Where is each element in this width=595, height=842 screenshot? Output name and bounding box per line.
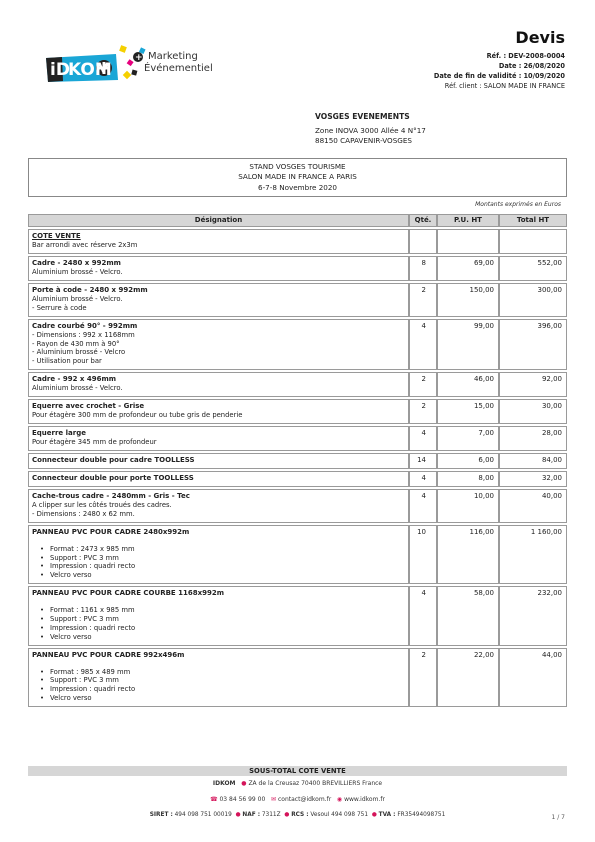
ref-value: DEV-2008-0004 (508, 52, 565, 60)
item-title: Connecteur double pour porte TOOLLESS (32, 473, 194, 482)
table-row (28, 426, 567, 451)
qty-cell: 2 (409, 372, 437, 397)
item-title: PANNEAU PVC POUR CADRE COURBE 1168x992m (32, 589, 225, 598)
logo-tagline-2: Événementiel (144, 63, 213, 74)
col-header-unit-price: P.U. HT (437, 214, 499, 227)
client-address-line1: Zone INOVA 3000 Allée 4 N°17 (315, 126, 426, 135)
qty-cell: 4 (409, 426, 437, 451)
event-description-box (28, 158, 567, 197)
total-cell: 552,00 (499, 256, 567, 281)
item-title: Cache-trous cadre - 2480mm - Gris - Tec (32, 491, 190, 500)
unit-price-cell: 58,00 (437, 586, 499, 645)
item-bullet-list (32, 545, 405, 580)
item-title: Equerre large (32, 428, 86, 437)
table-header-row (28, 214, 567, 227)
tva-label: TVA : (378, 812, 396, 818)
total-cell: 396,00 (499, 319, 567, 370)
event-line1: STAND VOSGES TOURISME (249, 162, 346, 171)
item-bullet: • Format : 2473 x 985 mm (32, 545, 405, 554)
item-description-line: - Utilisation pour bar (32, 357, 102, 366)
designation-cell (28, 426, 409, 451)
tva-value: FR35494098751 (397, 812, 446, 818)
svg-text:+: + (135, 53, 143, 63)
table-row (28, 283, 567, 317)
item-description-line: Aluminium brossé - Velcro. (32, 384, 123, 393)
table-row (28, 372, 567, 397)
naf-label: NAF : (242, 812, 261, 818)
event-line2: SALON MADE IN FRANCE A PARIS (238, 172, 357, 182)
table-row (28, 229, 567, 254)
rcs-label: RCS : (291, 812, 309, 818)
col-header-qty: Qté. (409, 214, 437, 227)
qty-cell: 4 (409, 586, 437, 645)
item-title: Cadre courbé 90° - 992mm (32, 321, 138, 330)
validity-value: 10/09/2020 (523, 71, 565, 80)
document-title: Devis (515, 28, 565, 47)
item-bullet: • Impression : quadri recto (32, 685, 405, 694)
unit-price-cell (437, 229, 499, 254)
event-line3: 6-7-8 Novembre 2020 (258, 182, 337, 192)
col-header-designation: Désignation (28, 214, 409, 227)
total-cell: 44,00 (499, 648, 567, 707)
qty-cell: 4 (409, 471, 437, 487)
item-title: Connecteur double pour cadre TOOLLESS (32, 455, 195, 464)
footer-email[interactable]: contact@idkom.fr (277, 796, 332, 803)
qty-cell (409, 229, 437, 254)
location-pin-icon: ● (241, 780, 247, 787)
ref-label: Réf. : (486, 52, 507, 60)
item-bullet: • Format : 1161 x 985 mm (32, 606, 405, 615)
qty-cell: 2 (409, 648, 437, 707)
qty-cell: 2 (409, 283, 437, 317)
separator-dot-icon: ● (235, 812, 241, 818)
item-description-line: Aluminium brossé - Velcro. (32, 268, 123, 277)
unit-price-cell: 99,00 (437, 319, 499, 370)
unit-price-cell: 8,00 (437, 471, 499, 487)
phone-icon: ☎ (210, 796, 218, 803)
unit-price-cell: 22,00 (437, 648, 499, 707)
designation-cell (28, 319, 409, 370)
page-number: 1 / 7 (551, 814, 565, 821)
qty-cell: 14 (409, 453, 437, 469)
designation-cell (28, 399, 409, 424)
item-bullet: • Format : 985 x 489 mm (32, 668, 405, 677)
logo-brand-right: KOM (68, 60, 112, 80)
client-name: VOSGES EVENEMENTS (315, 112, 410, 121)
unit-price-cell: 150,00 (437, 283, 499, 317)
item-bullet-list (32, 606, 405, 641)
footer-website[interactable]: www.idkom.fr (344, 796, 385, 803)
unit-price-cell: 7,00 (437, 426, 499, 451)
naf-value: 7311Z (261, 812, 281, 818)
logo-brand-left: iD (50, 60, 70, 80)
designation-cell (28, 372, 409, 397)
total-cell: 30,00 (499, 399, 567, 424)
client-address-block (315, 111, 426, 147)
item-description-line: Bar arrondi avec réserve 2x3m (32, 241, 138, 250)
qty-cell: 4 (409, 489, 437, 523)
item-title: Cadre - 2480 x 992mm (32, 258, 121, 267)
item-description-line: Pour étagère 300 mm de profondeur ou tube gris de penderie (32, 411, 243, 420)
footer-legal-line (0, 812, 595, 820)
item-bullet: • Velcro verso (32, 694, 405, 703)
item-title: Equerre avec crochet - Grise (32, 401, 145, 410)
item-description-line: Pour étagère 345 mm de profondeur (32, 437, 157, 446)
designation-cell (28, 471, 409, 487)
col-header-total: Total HT (499, 214, 567, 227)
logo-tagline-1: Marketing (148, 51, 198, 62)
designation-cell (28, 453, 409, 469)
table-row (28, 453, 567, 469)
siret-label: SIRET : (149, 812, 173, 818)
table-row (28, 489, 567, 523)
footer-address: ZA de la Creusaz 70400 BREVILLIERS France (248, 780, 383, 787)
item-bullet: • Support : PVC 3 mm (32, 676, 405, 685)
item-description-line: - Dimensions : 2480 x 62 mm. (32, 509, 135, 518)
item-bullet: • Support : PVC 3 mm (32, 615, 405, 624)
item-title: Cadre - 992 x 496mm (32, 375, 117, 383)
total-cell: 28,00 (499, 426, 567, 451)
total-cell (499, 229, 567, 254)
designation-cell (28, 229, 409, 254)
item-description-line: - Rayon de 430 mm à 90° (32, 339, 120, 348)
table-row (28, 525, 567, 584)
item-bullet: • Impression : quadri recto (32, 562, 405, 571)
siret-value: 494 098 751 00019 (174, 812, 232, 818)
item-bullet: • Velcro verso (32, 571, 405, 580)
document-meta (434, 52, 565, 92)
designation-cell (28, 283, 409, 317)
footer-company-line (0, 780, 595, 788)
currency-note: Montants exprimés en Euros (475, 201, 561, 208)
designation-cell (28, 256, 409, 281)
total-cell: 232,00 (499, 586, 567, 645)
footer-contact-line (0, 796, 595, 804)
table-row (28, 319, 567, 370)
separator-dot-icon: ● (284, 812, 290, 818)
validity-label: Date de fin de validité : (433, 71, 522, 80)
item-title: Porte à code - 2480 x 992mm (32, 285, 148, 294)
item-bullet: • Velcro verso (32, 633, 405, 642)
total-cell: 1 160,00 (499, 525, 567, 584)
item-description-line: - Serrure à code (32, 303, 87, 312)
total-cell: 32,00 (499, 471, 567, 487)
footer-company: IDKOM (212, 780, 236, 787)
total-cell: 300,00 (499, 283, 567, 317)
separator-dot-icon: ● (371, 812, 377, 818)
item-description-line: Aluminium brossé - Velcro. (32, 294, 123, 303)
item-description-line: - Dimensions : 992 x 1168mm (32, 330, 135, 339)
footer-phone: 03 84 56 99 00 (219, 796, 266, 803)
table-row (28, 648, 567, 707)
item-description-line: - Aluminium brossé - Velcro (32, 348, 126, 357)
item-description-line: A clipper sur les côtés troués des cadres. (32, 501, 172, 510)
item-title: COTE VENTE (32, 232, 81, 240)
rcs-value: Vesoul 494 098 751 (310, 812, 369, 818)
table-row (28, 471, 567, 487)
qty-cell: 10 (409, 525, 437, 584)
total-cell: 40,00 (499, 489, 567, 523)
designation-cell (28, 648, 409, 707)
web-icon: ◉ (336, 796, 343, 803)
qty-cell: 2 (409, 399, 437, 424)
date-label: Date : (498, 61, 522, 70)
qty-cell: 4 (409, 319, 437, 370)
designation-cell (28, 489, 409, 523)
designation-cell (28, 525, 409, 584)
unit-price-cell: 69,00 (437, 256, 499, 281)
qty-cell: 8 (409, 256, 437, 281)
client-address-line2: 88150 CAPAVENIR-VOSGES (315, 136, 412, 146)
date-value: 26/08/2020 (523, 61, 565, 70)
table-body (28, 229, 567, 707)
unit-price-cell: 15,00 (437, 399, 499, 424)
quote-items-table (28, 212, 567, 709)
table-row (28, 399, 567, 424)
mail-icon: ✉ (271, 796, 277, 803)
company-logo (44, 40, 214, 84)
unit-price-cell: 6,00 (437, 453, 499, 469)
item-title: PANNEAU PVC POUR CADRE 992x496m (32, 650, 185, 659)
unit-price-cell: 116,00 (437, 525, 499, 584)
total-cell: 84,00 (499, 453, 567, 469)
table-row (28, 586, 567, 645)
designation-cell (28, 586, 409, 645)
unit-price-cell: 46,00 (437, 372, 499, 397)
item-title: PANNEAU PVC POUR CADRE 2480x992m (32, 527, 190, 536)
table-row (28, 256, 567, 281)
item-bullet: • Impression : quadri recto (32, 624, 405, 633)
client-ref: Réf. client : SALON MADE IN FRANCE (444, 81, 565, 90)
item-bullet: • Support : PVC 3 mm (32, 554, 405, 563)
total-cell: 92,00 (499, 372, 567, 397)
unit-price-cell: 10,00 (437, 489, 499, 523)
subtotal-bar: SOUS-TOTAL COTE VENTE (28, 766, 567, 776)
item-bullet-list (32, 668, 405, 703)
